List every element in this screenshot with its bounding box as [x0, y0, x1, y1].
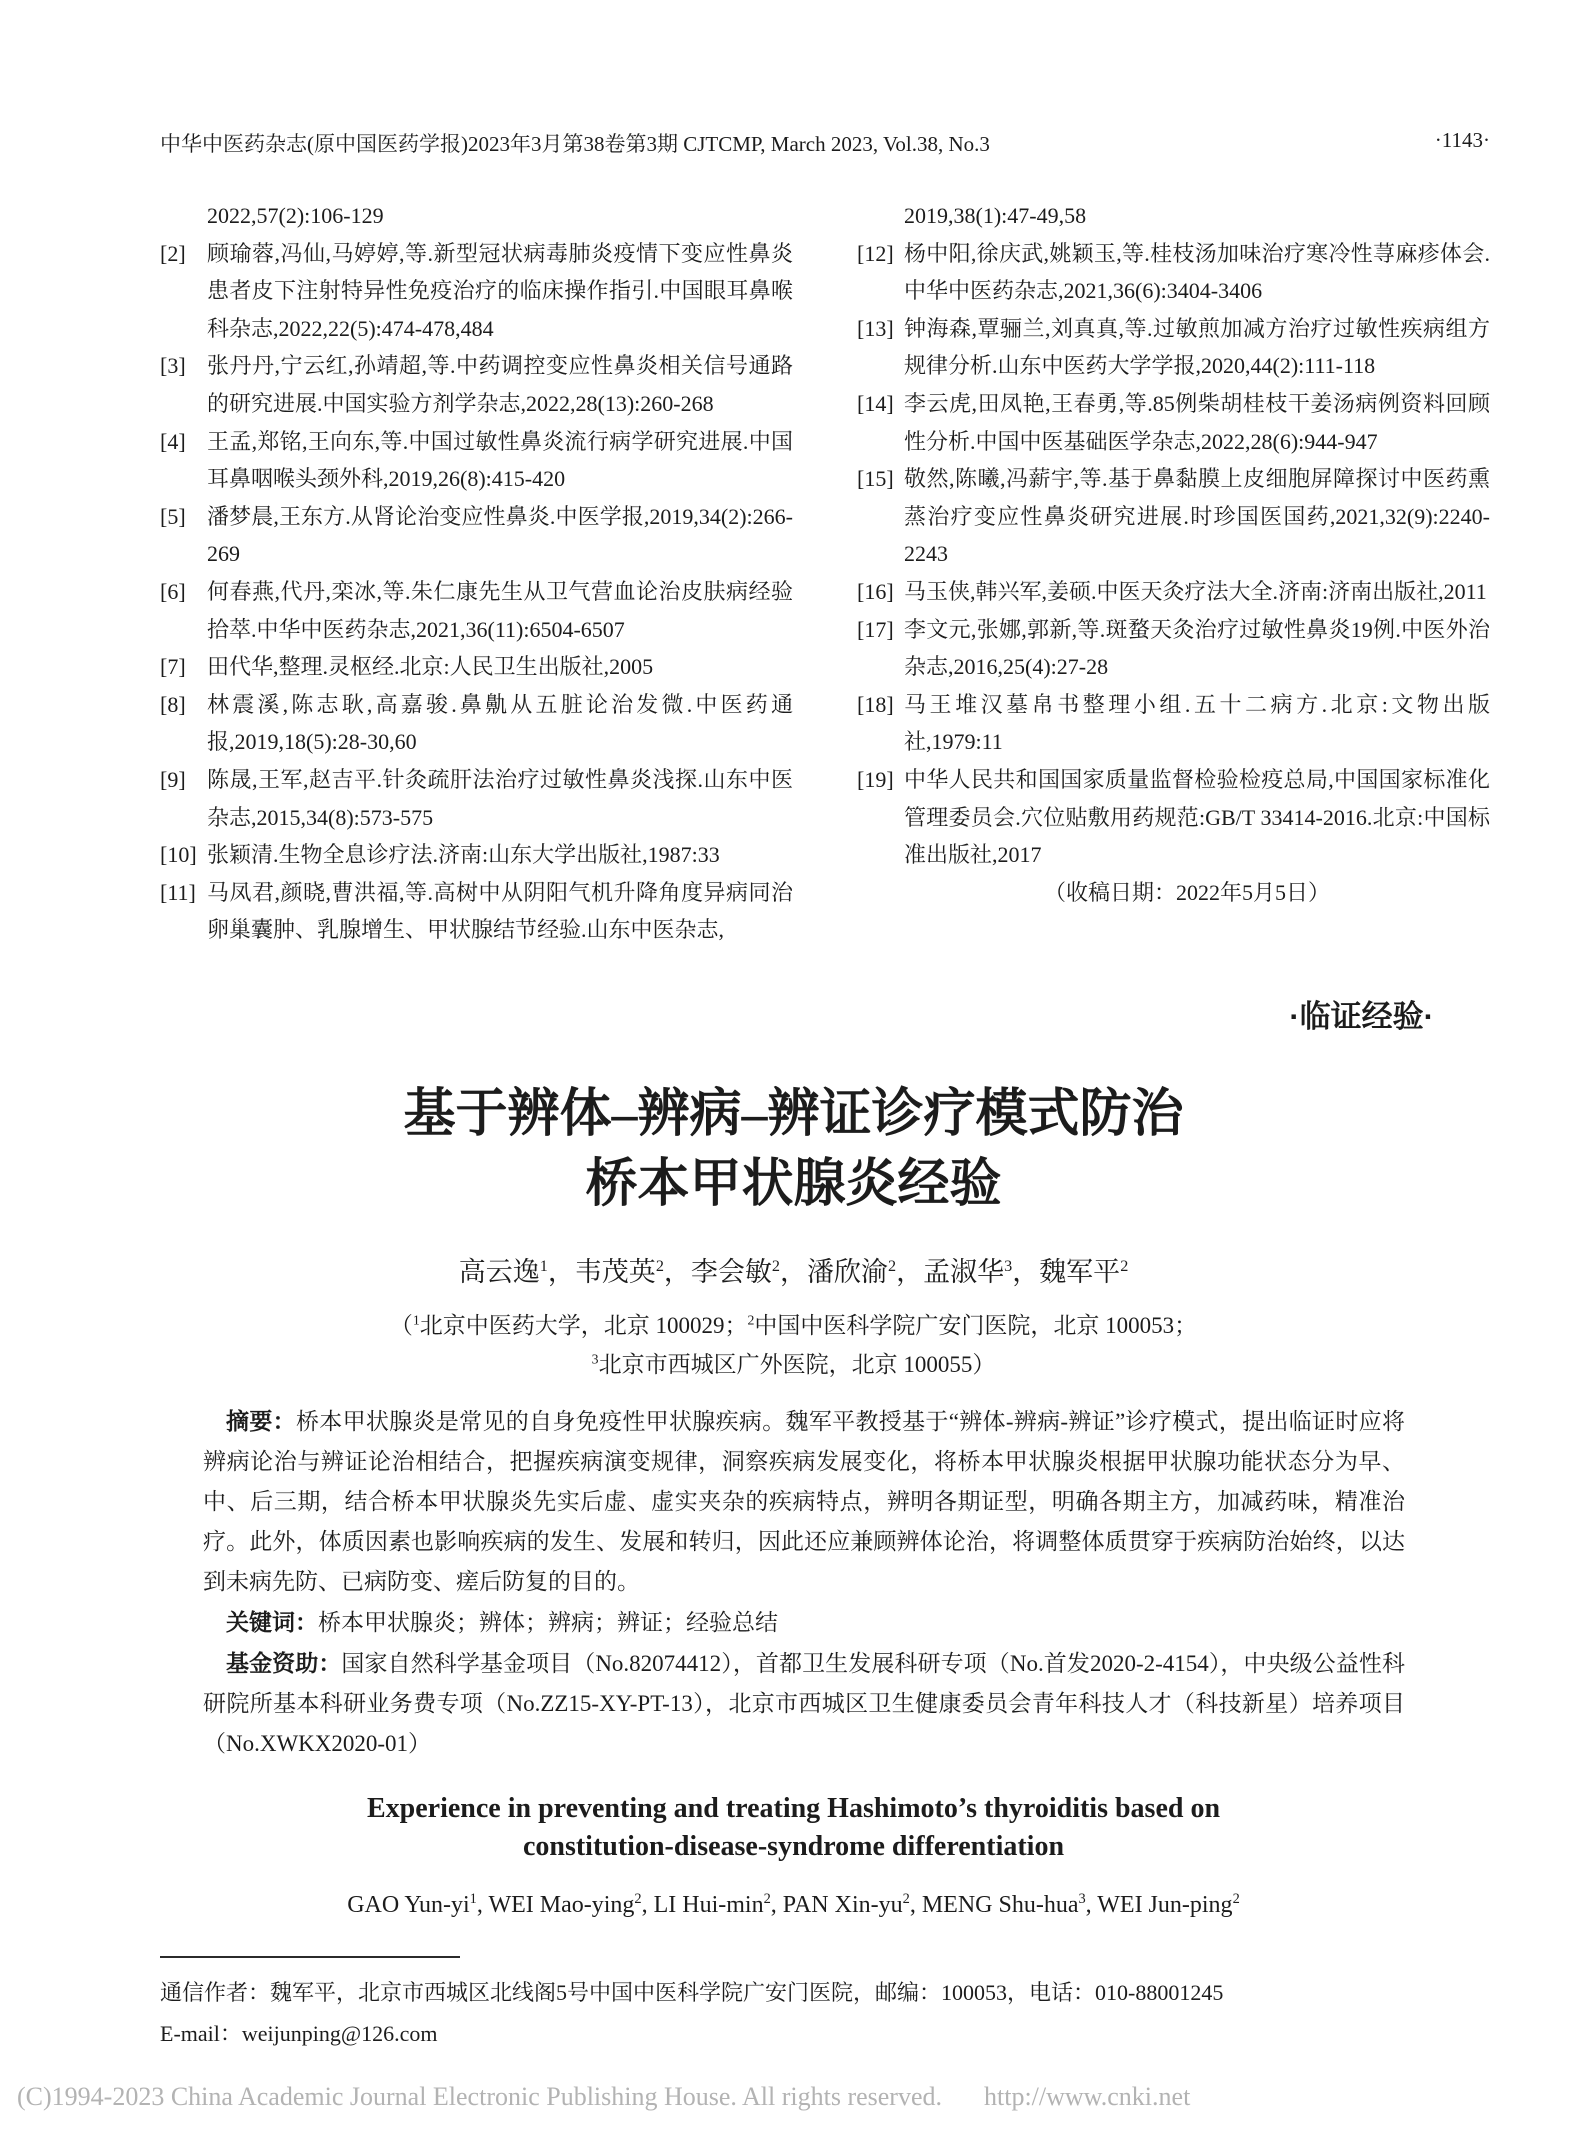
reference-item — [160, 874, 793, 949]
reference-text: 李云虎,田凤艳,王春勇,等.85例柴胡桂枝干姜汤病例资料回顾性分析.中国中医基础医学杂志,2022,28(6):944-947 — [904, 390, 1490, 454]
copyright-watermark — [17, 2082, 1577, 2112]
author: 潘欣渝$^2$， — [807, 1257, 924, 1287]
references-right-list — [857, 197, 1490, 874]
author: MENG Shu-hua$^3$, — [921, 1891, 1098, 1918]
title-line-2: 桥本甲状腺炎经验 — [585, 1156, 1002, 1213]
funding-label: 基金资助： — [226, 1650, 342, 1676]
author-superscript: 2 — [771, 1257, 780, 1275]
reference-item — [857, 460, 1490, 573]
reference-text: 中华人民共和国国家质量监督检验检疫总局,中国国家标准化管理委员会.穴位贴敷用药规范:GB/T 33414-2016.北京:中国标准出版社,2017 — [904, 766, 1490, 868]
reference-number: [15] — [857, 466, 894, 492]
author: 高云逸$^1$， — [458, 1257, 575, 1287]
reference-text: 李文元,张娜,郭新,等.斑蝥天灸治疗过敏性鼻炎19例.中医外治杂志,2016,25(4):27-28 — [904, 616, 1490, 680]
title-en-line-2: constitution-disease-syndrome differentiation — [522, 1831, 1065, 1862]
author: LI Hui-$\min^2$, — [653, 1891, 783, 1918]
reference-text: 陈晟,王军,赵吉平.针灸疏肝法治疗过敏性鼻炎浅探.山东中医杂志,2015,34(8):573-575 — [207, 766, 793, 830]
reference-text: 2022,57(2):106-129 — [207, 203, 384, 228]
footnote-section — [160, 1972, 1460, 2054]
reference-text: 顾瑜蓉,冯仙,马婷婷,等.新型冠状病毒肺炎疫情下变应性鼻炎患者皮下注射特异性免疫治疗的临床操作指引.中国眼耳鼻喉科杂志,2022,22(5):474-478,484 — [207, 240, 793, 341]
affiliation-superscript: 3 — [591, 1351, 599, 1367]
author-superscript: 2 — [634, 1891, 642, 1907]
author: GAO Yun-$yi^1$, — [347, 1891, 489, 1918]
funding-text: 国家自然科学基金项目（No.82074412），首都卫生发展科研专项（No.首发2020-2-4154），中央级公益性科研院所基本科研业务费专项（No.ZZ15-XY-PT-13），北京市西城区卫生健康委员会青年科技人才（科技新星）培养项目（No.XWKX2020-01） — [203, 1651, 1406, 1756]
article-title-cn — [0, 1080, 1587, 1220]
reference-text: 王孟,郑铭,王向东,等.中国过敏性鼻炎流行病学研究进展.中国耳鼻咽喉头颈外科,2019,26(8):415-420 — [207, 428, 793, 492]
reference-item — [857, 611, 1490, 686]
reference-number: [5] — [160, 503, 186, 529]
affiliations — [0, 1306, 1587, 1384]
reference-item — [160, 347, 793, 422]
references-right-column — [857, 197, 1490, 949]
reference-number: [18] — [857, 691, 894, 717]
abstract-label: 摘要： — [226, 1408, 296, 1434]
cnki-url[interactable]: http://www.cnki.net — [984, 2082, 1191, 2111]
reference-number: [6] — [160, 578, 186, 604]
reference-item — [160, 197, 793, 235]
reference-number — [160, 197, 207, 235]
reference-number: [13] — [857, 315, 894, 341]
author-superscript: 2 — [888, 1257, 897, 1275]
reference-item — [857, 235, 1490, 310]
reference-item — [160, 498, 793, 573]
author: WEI Mao-ying$^2$, — [488, 1891, 654, 1918]
author: 李会敏$^2$， — [690, 1257, 807, 1287]
reference-text: 马玉侠,韩兴军,姜硕.中医天灸疗法大全.济南:济南出版社,2011 — [904, 578, 1487, 604]
reference-text: 田代华,整理.灵枢经.北京:人民卫生出版社,2005 — [207, 654, 654, 680]
affiliation-line-2: $^3$北京市西城区广外医院，北京 100055） — [591, 1351, 996, 1377]
reference-text: 2019,38(1):47-49,58 — [904, 203, 1087, 228]
title-line-1: 基于辨体–辨病–辨证诊疗模式防治 — [403, 1086, 1184, 1143]
abstract-text: 桥本甲状腺炎是常见的自身免疫性甲状腺疾病。魏军平教授基于“辨体-辨病-辨证”诊疗模式，提出临证时应将辨病论治与辨证论治相结合，把握疾病演变规律，洞察疾病发展变化，将桥本甲状腺炎根据甲状腺功能状态分为早、中、后三期，结合桥本甲状腺炎先实后虚、虚实夹杂的疾病特点，辨明各期证型，明确各期主方，加减药味，精准治疗。此外，体质因素也影响疾病的发生、发展和转归，因此还应兼顾辨体论治，将调整体质贯穿于疾病防治始终，以达到未病先防、已病防变、瘥后防复的目的。 — [203, 1409, 1405, 1594]
reference-item — [160, 686, 793, 761]
author-superscript: 2 — [763, 1891, 771, 1907]
reference-item — [160, 235, 793, 348]
reference-number: [9] — [160, 766, 186, 792]
page-header — [160, 128, 1490, 158]
received-date: （收稿日期：2022年5月5日） — [1043, 879, 1330, 905]
reference-number: [3] — [160, 353, 186, 379]
reference-item — [857, 573, 1490, 611]
affiliation-superscript: 2 — [747, 1312, 755, 1328]
article-title-en — [0, 1790, 1587, 1866]
reference-number: [14] — [857, 390, 894, 416]
keywords — [203, 1602, 1405, 1643]
reference-number: [4] — [160, 428, 186, 454]
reference-item — [857, 761, 1490, 874]
reference-item — [857, 686, 1490, 761]
authors-cn — [0, 1250, 1587, 1289]
author-superscript: 3 — [1004, 1257, 1013, 1275]
author-superscript: 1 — [539, 1257, 548, 1275]
funding — [203, 1643, 1405, 1764]
title-en-line-1: Experience in preventing and treating Hashimoto’s thyroiditis based on — [366, 1793, 1221, 1824]
email-address: weijunping@126.com — [241, 2021, 438, 2046]
reference-text: 杨中阳,徐庆武,姚颖玉,等.桂枝汤加味治疗寒冷性荨麻疹体会.中华中医药杂志,2021,36(6):3404-3406 — [904, 240, 1490, 304]
authors-en — [0, 1892, 1587, 1919]
keywords-text: 桥本甲状腺炎；辨体；辨病；辨证；经验总结 — [318, 1610, 778, 1635]
author: WEI Jun-ping$^2$ — [1097, 1891, 1240, 1918]
reference-text: 张颖清.生物全息诊疗法.济南:山东大学出版社,1987:33 — [207, 842, 720, 868]
reference-text: 马王堆汉墓帛书整理小组.五十二病方.北京:文物出版社,1979:11 — [904, 691, 1490, 755]
footnote-divider — [160, 1956, 460, 1958]
affiliation-superscript: 1 — [412, 1312, 420, 1328]
abstract — [203, 1401, 1405, 1602]
author: 孟淑华$^3$， — [923, 1257, 1040, 1287]
reference-number: [10] — [160, 842, 197, 868]
correspondence-line: 通信作者：魏军平，北京市西城区北线阁5号中国中医科学院广安门医院，邮编：100053，电话：010-88001245 — [160, 1980, 1224, 2005]
author-superscript: 3 — [1078, 1891, 1086, 1907]
reference-number — [857, 197, 904, 235]
reference-number: [11] — [160, 879, 196, 905]
references-left-column — [160, 197, 793, 949]
reference-item — [160, 761, 793, 836]
reference-number: [12] — [857, 240, 894, 266]
reference-text: 张丹丹,宁云红,孙靖超,等.中药调控变应性鼻炎相关信号通路的研究进展.中国实验方剂学杂志,2022,28(13):260-268 — [207, 353, 793, 416]
abstract-section — [203, 1401, 1405, 1764]
references-section — [160, 197, 1490, 949]
reference-text: 林震溪,陈志耿,高嘉骏.鼻鼽从五脏论治发微.中医药通报,2019,18(5):28-30,60 — [207, 691, 793, 755]
reference-number: [19] — [857, 766, 894, 792]
affiliation-line-1: （$^1$北京中医药大学，北京 100029；$^2$中国中医科学院广安门医院，北京 100053； — [389, 1312, 1198, 1338]
reference-number: [16] — [857, 578, 894, 604]
author: PAN Xin-$yu^2$, — [782, 1891, 922, 1918]
author-superscript: 2 — [655, 1257, 664, 1275]
author-superscript: 1 — [469, 1891, 477, 1907]
author-superscript: 2 — [1232, 1891, 1240, 1907]
reference-item — [160, 423, 793, 498]
email-label: E-mail： — [160, 2021, 242, 2046]
reference-text: 敬然,陈曦,冯薪宇,等.基于鼻黏膜上皮细胞屏障探讨中医药熏蒸治疗变应性鼻炎研究进展.时珍国医国药,2021,32(9):2240-2243 — [904, 466, 1490, 567]
reference-number: [7] — [160, 654, 186, 680]
section-marker: ·临证经验· — [1289, 999, 1434, 1034]
reference-item — [160, 648, 793, 686]
reference-text: 何春燕,代丹,栾冰,等.朱仁康先生从卫气营血论治皮肤病经验拾萃.中华中医药杂志,2021,36(11):6504-6507 — [207, 578, 793, 642]
reference-item — [857, 197, 1490, 235]
author-superscript: 2 — [1120, 1257, 1129, 1275]
reference-item — [160, 573, 793, 648]
reference-text: 钟海森,覃骊兰,刘真真,等.过敏煎加减方治疗过敏性疾病组方规律分析.山东中医药大学学报,2020,44(2):111-118 — [904, 315, 1490, 379]
reference-text: 潘梦晨,王东方.从肾论治变应性鼻炎.中医学报,2019,34(2):266-269 — [207, 503, 793, 567]
author-superscript: 2 — [902, 1891, 910, 1907]
reference-item — [160, 836, 793, 874]
reference-item — [857, 385, 1490, 460]
journal-line: 中华中医药杂志(原中国医药学报)2023年3月第38卷第3期 CJTCMP, March 2023, Vol.38, No.3 — [160, 132, 990, 156]
keywords-label: 关键词： — [226, 1609, 318, 1635]
reference-number: [17] — [857, 616, 894, 642]
copyright-text: (C)1994-2023 China Academic Journal Electronic Publishing House. All rights reserved. — [17, 2082, 942, 2111]
reference-number: [2] — [160, 240, 186, 266]
reference-item — [857, 310, 1490, 385]
page-number: ·1143· — [1434, 128, 1490, 152]
author: 韦茂英$^2$， — [574, 1257, 691, 1287]
reference-text: 马凤君,颜晓,曹洪福,等.高树中从阴阳气机升降角度异病同治卵巢囊肿、乳腺增生、甲状腺结节经验.山东中医杂志, — [207, 879, 793, 943]
email-line — [160, 2013, 1460, 2054]
author: 魏军平$^2$ — [1039, 1257, 1129, 1287]
reference-number: [8] — [160, 691, 186, 717]
